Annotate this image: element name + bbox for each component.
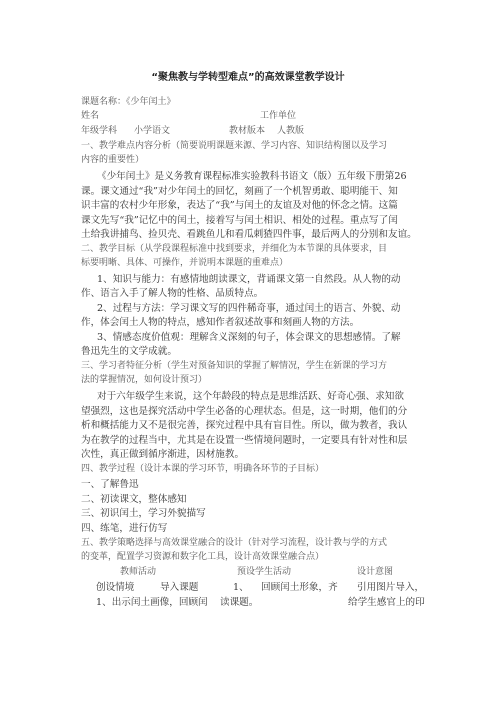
section3-paragraph-line: 次性，真正做到循序渐进，因材施教。 (81, 449, 245, 460)
cell-number: 1、 (233, 582, 249, 593)
header-design-intent: 设计意图 (357, 567, 394, 577)
section2-heading: 二、教学目标（从学段课程标准中找到要求，并细化为本节课的具体要求，目 (81, 244, 388, 254)
cell-read-topic: 读课题。 (220, 597, 259, 608)
work-unit-label: 工作单位 (260, 111, 297, 121)
section3-paragraph-line: 为在教学的过程当中，尤其是在设置一些情境问题时，一定要具有针对性和层 (81, 435, 408, 446)
objective-knowledge-cont: 作、语言入手了解人物的性格、品质特点。 (81, 288, 264, 299)
header-student-activity: 预设学生活动 (237, 567, 292, 577)
objective-knowledge: 1、知识与能力：有感情地朗读课文，背诵课文第一自然段。从人物的动 (97, 274, 401, 285)
cell-student-review: 回顾闰土形象，齐 (261, 582, 338, 593)
objective-process-cont: 作，体会闰土人物的特点，感知作者叙述故事和刻画人物的方法。 (81, 317, 360, 328)
section3-heading: 三、学习者特征分析（学生对预备知识的掌握了解情况，学生在新课的学习方 (81, 361, 388, 371)
section2-heading-cont: 标要明晰、具体、可操作，并说明本课题的重难点） (81, 258, 289, 268)
objective-attitude: 3、情感态度价值观：理解含义深刻的句子，体会课文的思想感情。了解 (97, 332, 401, 343)
section3-paragraph-line: 对于六年级学生来说，这个年龄段的特点是思维活跃、好奇心强、求知欲 (97, 391, 404, 402)
section1-paragraph-line: 课文先写“我”记忆中的闰土，接着写与闰土相识、相处的过程。重点写了闰 (81, 215, 398, 226)
grade-subject-value: 小学语文 (134, 126, 171, 136)
edition-label: 教材版本 (229, 126, 266, 136)
section1-heading: 一、教学难点内容分析（简要说明课题来源、学习内容、知识结构图以及学习 (81, 141, 388, 151)
section5-heading-cont: 的变革，配置学习资源和数字化工具，设计高效课堂融合点） (81, 552, 325, 562)
section3-paragraph-line: 望强烈，这也是探究活动中学生必备的心理状态。但是，这一时期，他们的分 (81, 406, 408, 417)
edition-value: 人教版 (277, 126, 305, 136)
grade-edition-line (81, 126, 305, 137)
process-step: 四、练笔，进行仿写 (81, 523, 168, 534)
objective-attitude-cont: 鲁迅先生的文学成就。 (81, 346, 177, 357)
section1-paragraph-line: 识丰富的农村少年形象，表达了“我”与闰土的友谊及对他的怀念之情。这篇 (81, 200, 398, 211)
cell-situation: 创设情境 (96, 582, 135, 593)
name-label: 姓名 (81, 111, 100, 121)
course-name-line: 课题名称：《少年闰土》 (81, 97, 176, 107)
document-title: “聚焦教与学转型难点”的高效课堂教学设计 (151, 72, 345, 83)
objective-process: 2、过程与方法：学习课文写的四件稀奇事，通过闰土的语言、外貌、动 (97, 303, 401, 314)
cell-image-intro: 引用图片导入， (357, 582, 425, 593)
section4-heading: 四、教学过程（设计本课的学习环节，明确各环节的子目标） (81, 464, 325, 474)
cell-show-portrait: 1、出示闰土画像，回顾闰 (96, 597, 208, 608)
process-step: 三、初识闰土，学习外貌描写 (81, 508, 206, 519)
process-step: 一、了解鲁迅 (81, 479, 139, 490)
cell-intro-topic: 导入课题 (160, 582, 199, 593)
section5-heading: 五、教学策略选择与高效课堂融合的设计（针对学习流程，设计教与学的方式 (81, 538, 388, 548)
section1-heading-cont: 内容的重要性） (81, 155, 145, 165)
section3-heading-cont: 法的掌握情况，如何设计预习） (81, 375, 208, 385)
cell-sensory-impression: 给学生感官上的印 (348, 597, 425, 608)
name-work-unit-line (81, 111, 297, 122)
section1-paragraph-line: 《少年闰土》是义务教育课程标准实验教科书语文（版）五年级下册第26 (97, 171, 407, 182)
header-teacher-activity: 教师活动 (120, 567, 157, 577)
process-step: 二、初读课文，整体感知 (81, 494, 187, 505)
section1-paragraph-line: 课。课文通过“我”对少年闰土的回忆，刻画了一个机智勇敢、聪明能干、知 (81, 186, 398, 197)
section1-paragraph-line: 土给我讲捕鸟、捡贝壳、看跳鱼儿和看瓜刺猹四件事，最后两人的分别和友谊。 (81, 229, 417, 240)
grade-subject-label: 年级学科 (81, 126, 118, 136)
section3-paragraph-line: 析和概括能力又不是很完善，探究过程中具有盲目性。所以，做为教者，我认 (81, 420, 408, 431)
